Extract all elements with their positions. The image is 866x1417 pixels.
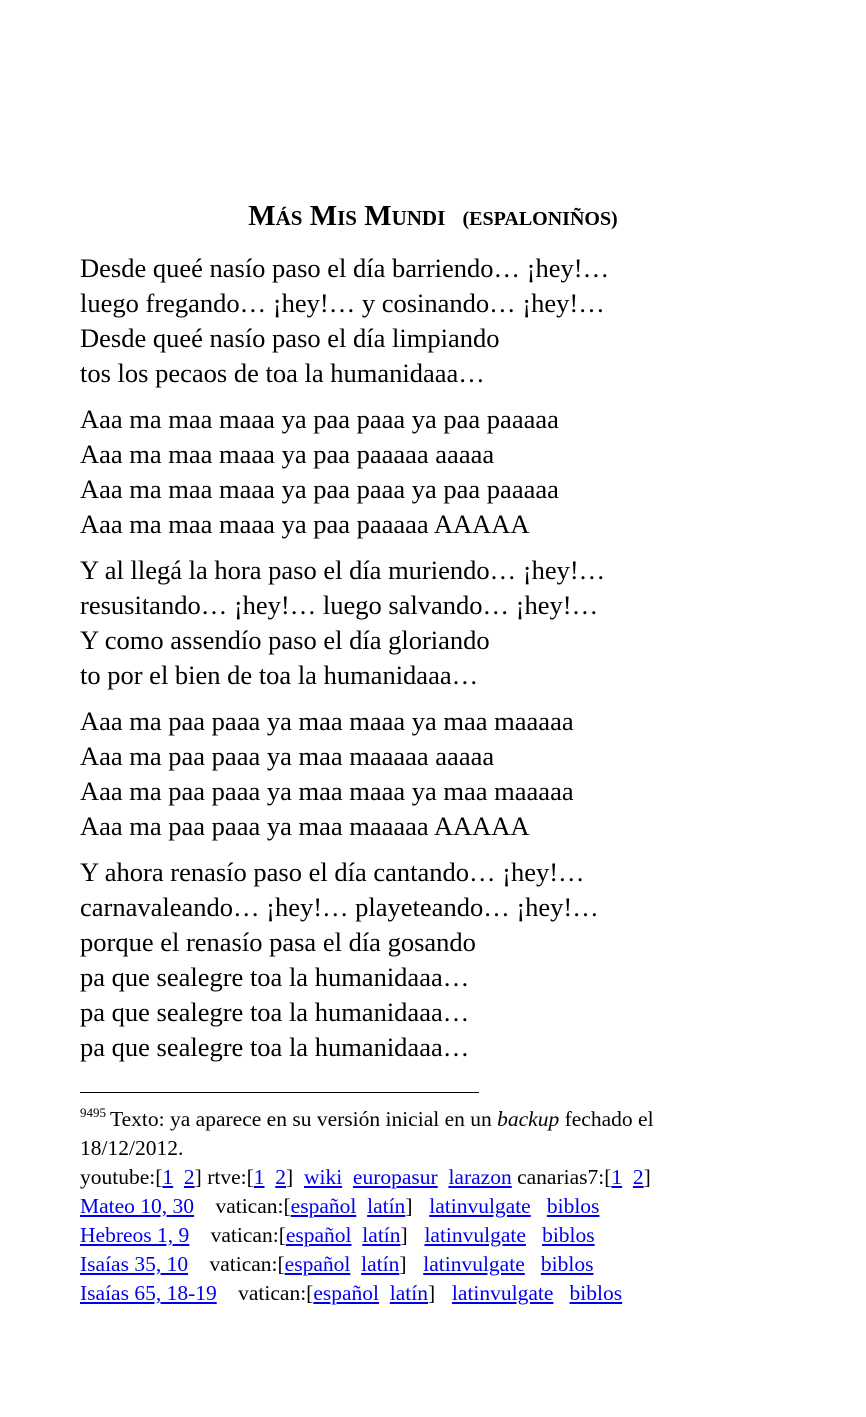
- verse-link[interactable]: Isaías 35, 10: [80, 1252, 189, 1276]
- wiki-link[interactable]: wiki: [303, 1165, 343, 1189]
- rtve-link-2[interactable]: 2: [275, 1165, 287, 1189]
- footnote-text: [80, 1105, 760, 1163]
- reference-row: [80, 1192, 760, 1221]
- latinvulgate-link[interactable]: latinvulgate: [451, 1281, 554, 1305]
- vatican-espanol-link[interactable]: español: [313, 1281, 380, 1305]
- title-smallcaps: ÁS: [275, 206, 303, 230]
- title-letter: M: [248, 200, 276, 232]
- footnote: [80, 1105, 760, 1308]
- lyric-line: to por el bien de toa la humanidaaa…: [80, 660, 479, 690]
- bible-references: [80, 1192, 760, 1308]
- lyric-line: Aaa ma maa maaa ya paa paaa ya paa paaaaa: [80, 474, 559, 504]
- bracket: ]: [643, 1165, 651, 1189]
- lyric-line: pa que sealegre toa la humanidaaa…: [80, 997, 470, 1027]
- canarias7-label: canarias7:[: [517, 1165, 612, 1189]
- rtve-link-1[interactable]: 1: [253, 1165, 265, 1189]
- biblos-link[interactable]: biblos: [569, 1281, 623, 1305]
- stanza: [80, 402, 800, 542]
- latinvulgate-link[interactable]: latinvulgate: [423, 1252, 525, 1276]
- bracket: ]: [286, 1165, 294, 1189]
- reference-row: [80, 1221, 760, 1250]
- lyric-line: Aaa ma paa paaa ya maa maaaaa aaaaa: [80, 741, 495, 771]
- lyric-line: tos los pecaos de toa la humanidaaa…: [80, 358, 485, 388]
- bracket: ]: [405, 1194, 413, 1218]
- canarias7-link-2[interactable]: 2: [632, 1165, 644, 1189]
- reference-row: [80, 1250, 760, 1279]
- youtube-link-1[interactable]: 1: [162, 1165, 174, 1189]
- lyric-line: Y como assendío paso el día gloriando: [80, 625, 490, 655]
- title-letter: M: [364, 200, 392, 232]
- europasur-link[interactable]: europasur: [352, 1165, 438, 1189]
- vatican-latin-link[interactable]: latín: [361, 1252, 400, 1276]
- vatican-espanol-link[interactable]: español: [285, 1223, 352, 1247]
- footnote-text-part: fechado el 18/12/2012.: [80, 1107, 654, 1160]
- title-smallcaps: IS: [337, 206, 357, 230]
- vatican-label: vatican:[: [215, 1194, 291, 1218]
- lyric-line: Aaa ma maa maaa ya paa paaaaa AAAAA: [80, 509, 530, 539]
- verse-link[interactable]: Hebreos 1, 9: [80, 1223, 190, 1247]
- lyric-line: resusitando… ¡hey!… luego salvando… ¡hey!…: [80, 590, 599, 620]
- biblos-link[interactable]: biblos: [542, 1223, 595, 1247]
- stanza: [80, 553, 800, 693]
- reference-row: [80, 1279, 760, 1308]
- youtube-label: youtube:[: [80, 1165, 163, 1189]
- lyric-line: Aaa ma maa maaa ya paa paaa ya paa paaaaa: [80, 404, 559, 434]
- lyrics: [80, 251, 800, 1076]
- vatican-espanol-link[interactable]: español: [290, 1194, 357, 1218]
- song-title: [0, 198, 866, 237]
- bracket: ]: [194, 1165, 202, 1189]
- larazon-link[interactable]: larazon: [448, 1165, 512, 1189]
- title-smallcaps: UNDI: [391, 206, 446, 230]
- lyric-line: luego fregando… ¡hey!… y cosinando… ¡hey!…: [80, 288, 605, 318]
- lyric-line: Aaa ma paa paaa ya maa maaa ya maa maaaaa: [80, 776, 574, 806]
- stanza: [80, 251, 800, 391]
- lyric-line: pa que sealegre toa la humanidaaa…: [80, 962, 470, 992]
- biblos-link[interactable]: biblos: [546, 1194, 600, 1218]
- media-links-line: [80, 1163, 760, 1192]
- lyric-line: Desde queé nasío paso el día limpiando: [80, 323, 500, 353]
- biblos-link[interactable]: biblos: [540, 1252, 594, 1276]
- lyric-line: Aaa ma maa maaa ya paa paaaaa aaaaa: [80, 439, 495, 469]
- footnote-number: 9495: [80, 1105, 106, 1120]
- vatican-latin-link[interactable]: latín: [389, 1281, 428, 1305]
- vatican-label: vatican:[: [209, 1252, 285, 1276]
- verse-link[interactable]: Mateo 10, 30: [80, 1194, 195, 1218]
- footnote-divider: [80, 1092, 479, 1093]
- youtube-link-2[interactable]: 2: [183, 1165, 195, 1189]
- rtve-label: rtve:[: [207, 1165, 254, 1189]
- lyric-line: Y ahora renasío paso el día cantando… ¡hey!…: [80, 857, 585, 887]
- vatican-latin-link[interactable]: latín: [362, 1223, 401, 1247]
- vatican-espanol-link[interactable]: español: [284, 1252, 351, 1276]
- latinvulgate-link[interactable]: latinvulgate: [424, 1223, 526, 1247]
- verse-link[interactable]: Isaías 65, 18-19: [80, 1281, 217, 1305]
- title-letter: M: [309, 200, 338, 232]
- lyric-line: Y al llegá la hora paso el día muriendo… ¡hey!…: [80, 555, 606, 585]
- bracket: ]: [399, 1252, 407, 1276]
- latinvulgate-link[interactable]: latinvulgate: [429, 1194, 531, 1218]
- canarias7-link-1[interactable]: 1: [611, 1165, 623, 1189]
- stanza: [80, 855, 800, 1065]
- vatican-latin-link[interactable]: latín: [367, 1194, 406, 1218]
- vatican-label: vatican:[: [210, 1223, 286, 1247]
- stanza: [80, 704, 800, 844]
- lyric-line: pa que sealegre toa la humanidaaa…: [80, 1032, 470, 1062]
- lyric-line: porque el renasío pasa el día gosando: [80, 927, 476, 957]
- lyric-line: carnavaleando… ¡hey!… playeteando… ¡hey!…: [80, 892, 599, 922]
- lyric-line: Aaa ma paa paaa ya maa maaaaa AAAAA: [80, 811, 530, 841]
- footnote-italic: backup: [497, 1107, 560, 1131]
- bracket: ]: [400, 1223, 408, 1247]
- lyric-line: Desde queé nasío paso el día barriendo… ¡hey!…: [80, 253, 610, 283]
- lyric-line: Aaa ma paa paaa ya maa maaa ya maa maaaaa: [80, 706, 574, 736]
- bracket: ]: [428, 1281, 436, 1305]
- vatican-label: vatican:[: [238, 1281, 314, 1305]
- song-subtitle: (ESPALONIÑOS): [462, 208, 618, 230]
- footnote-text-part: Texto: ya aparece en su versión inicial en un: [110, 1107, 492, 1131]
